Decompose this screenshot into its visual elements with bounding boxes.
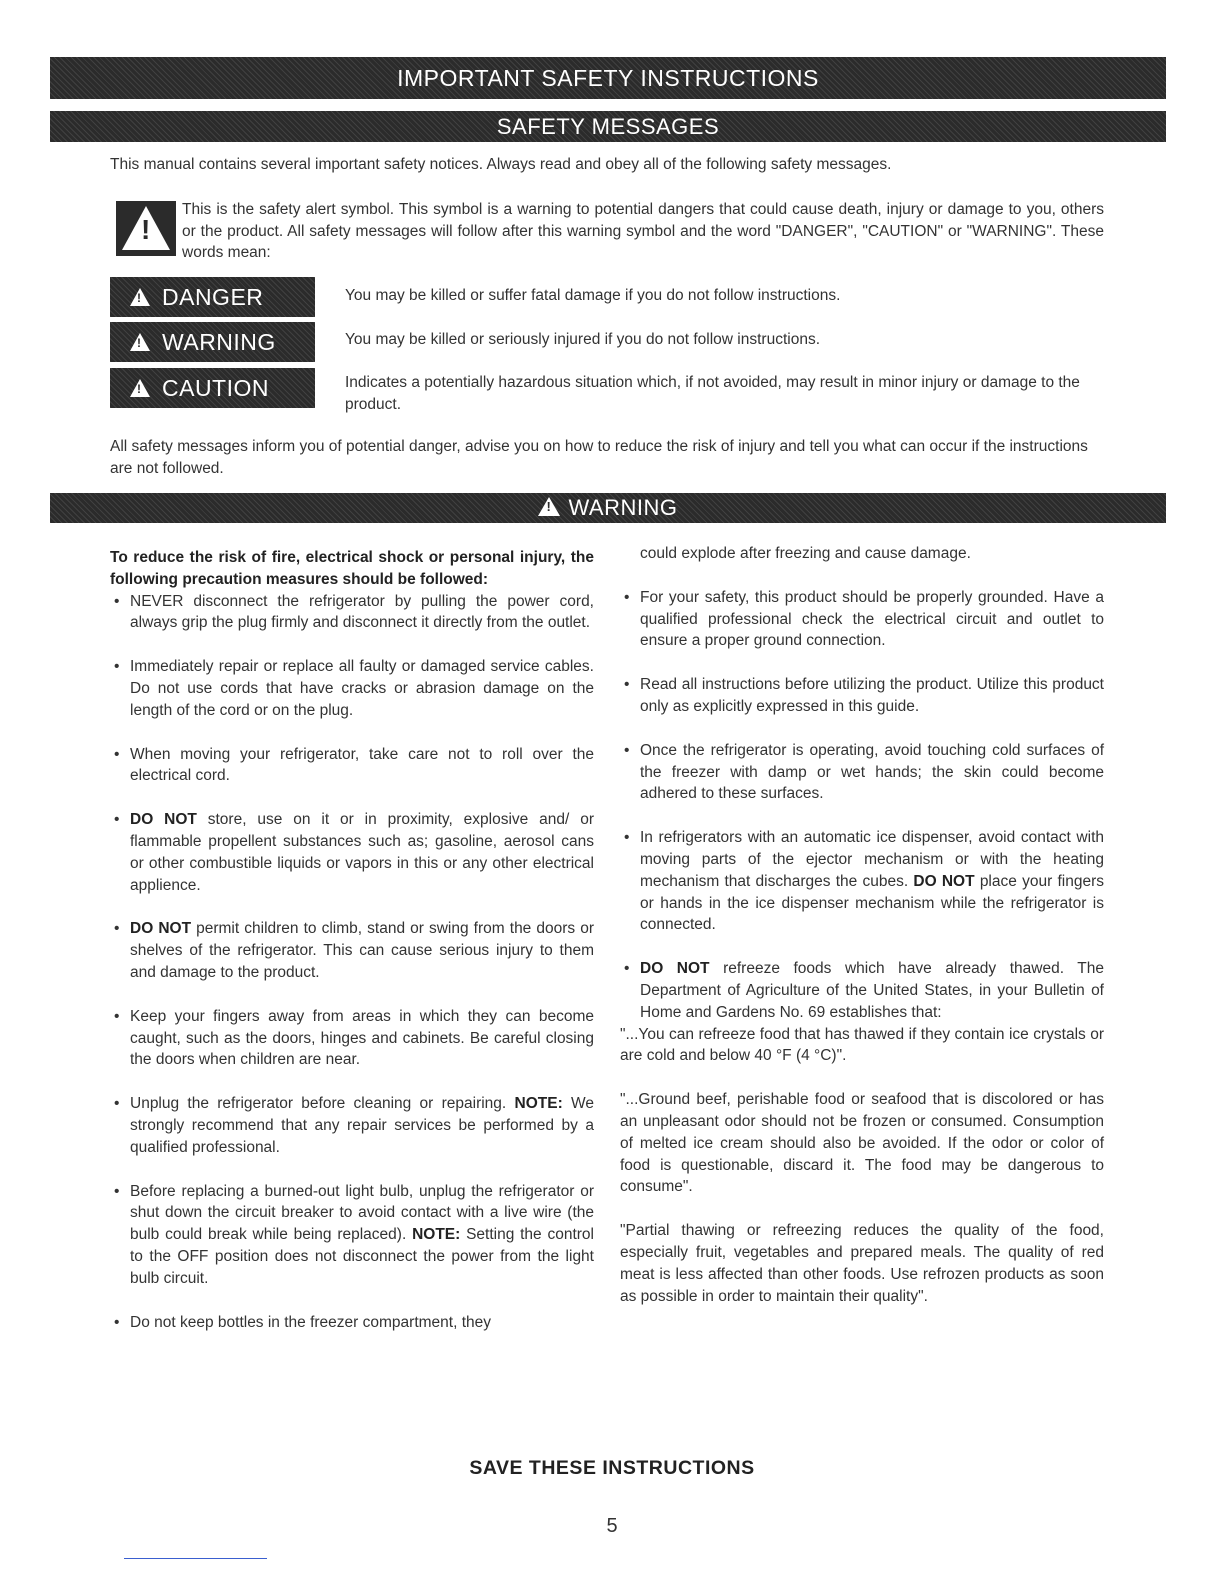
- warning-banner: [50, 493, 1166, 523]
- list-item: • Keep your fingers away from areas in which they can become caught, such as the doors, hinges and cabinets. Be careful closing the doors when children are near.: [110, 1006, 594, 1071]
- intro-text: This manual contains several important safety notices. Always read and obey all of the following safety messages.: [110, 156, 892, 173]
- danger-label-text: DANGER: [162, 284, 264, 310]
- danger-meaning: You may be killed or suffer fatal damage if you do not follow instructions.: [345, 287, 841, 304]
- warning-triangle-icon: [130, 379, 150, 397]
- do-not-emphasis: DO NOT: [130, 811, 197, 829]
- main-title: IMPORTANT SAFETY INSTRUCTIONS: [397, 65, 819, 91]
- list-item: [110, 918, 594, 983]
- usda-quote: "Partial thawing or refreezing reduces the quality of the food, especially fruit, vegetables and prepared meals. The quality of red meat is less affected than other foods. Use refrozen products as soon as possible in order to maintain their quality".: [620, 1222, 1104, 1305]
- list-item: [620, 958, 1104, 1023]
- caution-signal-label: [110, 368, 315, 408]
- warning-triangle-icon: [538, 497, 560, 516]
- list-item: • Do not keep bottles in the freezer compartment, they: [110, 1312, 594, 1334]
- usda-quote: "...You can refreeze food that has thawed if they contain ice crystals or are cold and below 40 °F (4 °C)".: [620, 1025, 1104, 1065]
- list-item-text: We strongly recommend that any repair services be performed by a qualified professional.: [130, 1095, 594, 1156]
- list-item: • Read all instructions before utilizing the product. Utilize this product only as explicitly expressed in this guide.: [620, 674, 1104, 718]
- list-item: [620, 827, 1104, 936]
- list-item-text: store, use on it or in proximity, explosive and/ or flammable propellent substances such as; gasoline, aerosol cans or other combustible liquids or vapors in this or any other electrical applience.: [130, 811, 595, 894]
- right-column: [620, 543, 1104, 1307]
- usda-quote: "...Ground beef, perishable food or seafood that is discolored or has an unpleasant odor should not be frozen or consumed. Consumption of melted ice cream should also be avoided. If the odor or color of food is questionable, discard it. The food may be dangerous to consume".: [620, 1091, 1104, 1196]
- note-emphasis: NOTE:: [514, 1095, 563, 1113]
- list-item-text: place your fingers or hands in the ice dispenser mechanism while the refrigerator is connected.: [640, 872, 1104, 934]
- page-number: 5: [606, 1515, 618, 1537]
- safety-messages-banner: [50, 111, 1166, 142]
- list-item-text: Setting the control to the OFF position does not disconnect the power from the light bulb circuit.: [130, 1226, 594, 1287]
- list-item-continuation: could explode after freezing and cause damage.: [640, 545, 971, 562]
- summary-text: All safety messages inform you of potential danger, advise you on how to reduce the risk of injury and tell you what can occur if the instructions are not followed.: [110, 438, 1088, 477]
- safety-alert-symbol-icon: !: [116, 201, 176, 256]
- list-item: • For your safety, this product should be properly grounded. Have a qualified professional check the electrical circuit and outlet to ensure a proper ground connection.: [620, 587, 1104, 652]
- do-not-emphasis: DO NOT: [130, 920, 192, 938]
- warning-meaning: You may be killed or seriously injured if you do not follow instructions.: [345, 331, 821, 348]
- save-instructions-footer: SAVE THESE INSTRUCTIONS: [469, 1457, 755, 1479]
- safety-messages-title: SAFETY MESSAGES: [496, 114, 720, 139]
- caution-meaning: Indicates a potentially hazardous situation which, if not avoided, may result in minor injury or damage to the product.: [345, 374, 1080, 413]
- list-item: • When moving your refrigerator, take care not to roll over the electrical cord.: [110, 744, 594, 788]
- left-column: [110, 547, 594, 1333]
- warning-triangle-icon: [130, 333, 150, 351]
- list-item: • NEVER disconnect the refrigerator by pulling the power cord, always grip the plug firmly and disconnect it directly from the outlet.: [110, 591, 594, 635]
- danger-signal-label: [110, 277, 315, 317]
- do-not-emphasis: DO NOT: [640, 960, 710, 978]
- alert-symbol-description: This is the safety alert symbol. This symbol is a warning to potential dangers that could cause death, injury or damage to you, others or the product. All safety messages will follow after this warning symbol and the word "DANGER", "CAUTION" or "WARNING". These words mean:: [182, 201, 1104, 261]
- list-item-text: Before replacing a burned-out light bulb, unplug the refrigerator or shut down the circuit breaker to avoid contact with a live wire (the bulb could break while being replaced).: [130, 1182, 594, 1244]
- caution-label-text: CAUTION: [162, 375, 269, 401]
- warning-signal-label: [110, 322, 315, 362]
- warning-banner-title: WARNING: [568, 495, 678, 520]
- precaution-lead: To reduce the risk of fire, electrical shock or personal injury, the following precaution measures should be followed:: [110, 549, 594, 588]
- footer-divider: [124, 1558, 267, 1559]
- warning-label-text: WARNING: [162, 329, 276, 355]
- list-item: [110, 809, 594, 896]
- list-item: [110, 1181, 594, 1290]
- note-emphasis: NOTE:: [412, 1226, 461, 1244]
- do-not-emphasis: DO NOT: [913, 872, 975, 890]
- list-item: • Once the refrigerator is operating, avoid touching cold surfaces of the freezer with damp or wet hands; the skin could become adhered to these surfaces.: [620, 740, 1104, 805]
- warning-triangle-icon: [130, 288, 150, 306]
- list-item: • Immediately repair or replace all faulty or damaged service cables. Do not use cords that have cracks or abrasion damage on the length of the cord or on the plug.: [110, 656, 594, 721]
- list-item-text: refreeze foods which have already thawed. The Department of Agriculture of the United States, in your Bulletin of Home and Gardens No. 69 establishes that:: [640, 960, 1104, 1021]
- main-title-banner: [50, 57, 1166, 99]
- list-item-text: In refrigerators with an automatic ice dispenser, avoid contact with moving parts of the ejector mechanism or with the heating mechanism that discharges the cubes.: [640, 829, 1104, 890]
- list-item: [110, 1093, 594, 1158]
- list-item-text: Unplug the refrigerator before cleaning or repairing.: [130, 1095, 515, 1113]
- list-item-text: permit children to climb, stand or swing from the doors or shelves of the refrigerator. This can cause serious injury to them and damage to the product.: [130, 920, 595, 981]
